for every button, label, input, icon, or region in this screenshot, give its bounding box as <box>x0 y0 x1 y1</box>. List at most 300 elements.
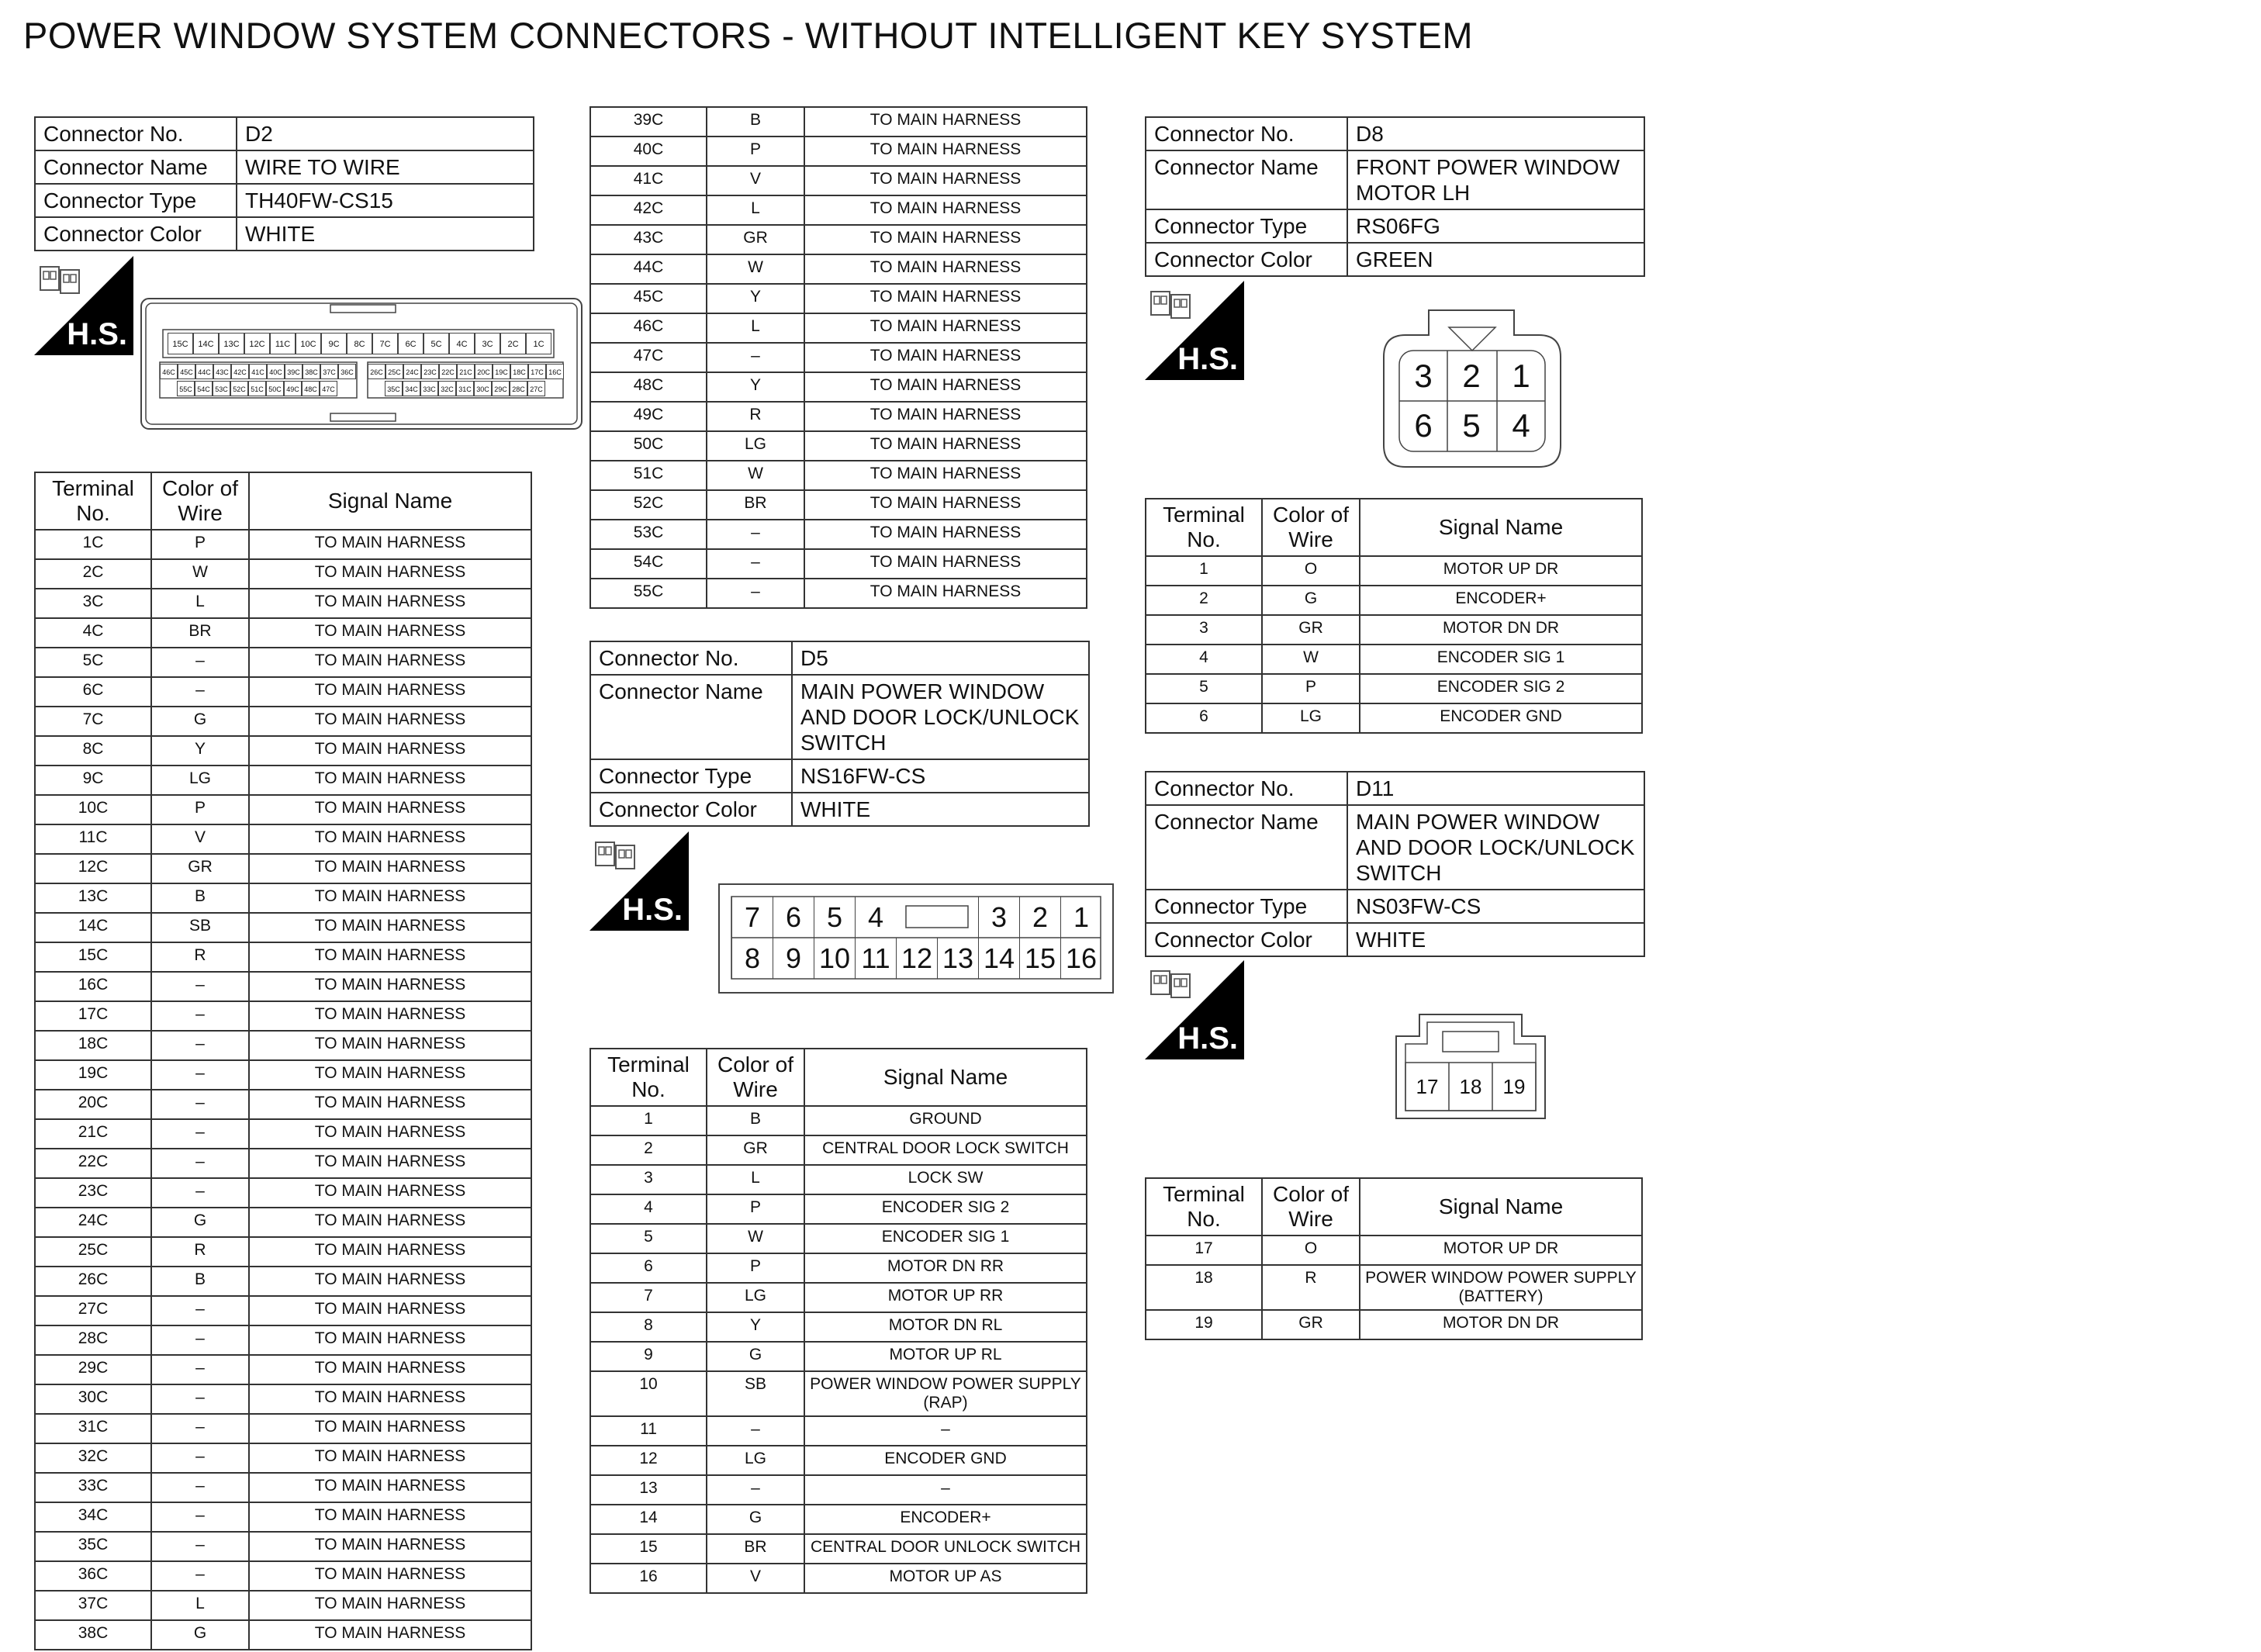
d11-hs-badge <box>1145 960 1244 1059</box>
d5-info-table <box>589 641 1090 827</box>
wire-color-cell: W <box>1262 645 1360 674</box>
signal-name-header: Signal Name <box>804 1049 1087 1106</box>
signal-name-cell: TO MAIN HARNESS <box>249 1060 531 1090</box>
signal-name-cell: TO MAIN HARNESS <box>249 1443 531 1473</box>
terminal-no-cell: 16C <box>35 972 151 1001</box>
signal-name-cell: TO MAIN HARNESS <box>249 1561 531 1591</box>
d2-pin-label: 55C <box>177 381 195 396</box>
d8-connector-name: FRONT POWER WINDOW MOTOR LH <box>1347 150 1644 209</box>
terminal-no-cell: 37C <box>35 1591 151 1620</box>
color-of-wire-header: Color of Wire <box>1262 499 1360 556</box>
terminal-no-cell: 2C <box>35 559 151 589</box>
signal-name-cell: ENCODER SIG 2 <box>804 1194 1087 1224</box>
signal-name-cell: LOCK SW <box>804 1165 1087 1194</box>
terminal-no-cell: 5 <box>1146 674 1262 703</box>
d2-info-table <box>34 116 534 251</box>
wire-color-cell: – <box>707 1416 804 1446</box>
terminal-no-cell: 41C <box>590 166 707 195</box>
signal-name-cell: TO MAIN HARNESS <box>249 766 531 795</box>
table-row <box>1146 1236 1642 1265</box>
d2-pin-label: 40C <box>267 364 285 379</box>
wire-color-cell: – <box>151 1296 249 1325</box>
d2-pin-label: 16C <box>546 364 564 379</box>
wire-color-cell: GR <box>707 1135 804 1165</box>
table-row <box>590 549 1087 579</box>
wire-color-cell: – <box>151 1473 249 1502</box>
table-row <box>35 972 531 1001</box>
signal-name-cell: TO MAIN HARNESS <box>804 549 1087 579</box>
table-row <box>35 1532 531 1561</box>
d5-connector-no: D5 <box>792 641 1089 675</box>
terminal-no-cell: 17C <box>35 1001 151 1031</box>
table-row <box>35 824 531 854</box>
signal-name-cell: TO MAIN HARNESS <box>249 1149 531 1178</box>
terminal-no-cell: 8C <box>35 736 151 766</box>
wire-color-cell: P <box>151 795 249 824</box>
d2-hs-badge <box>34 256 133 355</box>
wire-color-cell: R <box>151 1237 249 1267</box>
signal-name-cell: TO MAIN HARNESS <box>249 559 531 589</box>
d5-pin-label: 12 <box>896 938 937 979</box>
table-row <box>35 854 531 883</box>
signal-name-cell: ENCODER SIG 2 <box>1360 674 1642 703</box>
terminal-no-cell: 8 <box>590 1312 707 1342</box>
wire-color-cell: R <box>707 402 804 431</box>
wire-color-cell: – <box>151 1325 249 1355</box>
d2-pin-label: 23C <box>421 364 439 379</box>
d2-pin-label: 44C <box>195 364 213 379</box>
signal-name-cell: POWER WINDOW POWER SUPPLY (BATTERY) <box>1360 1265 1642 1310</box>
hs-label: H.S. <box>622 893 683 927</box>
wire-color-cell: P <box>1262 674 1360 703</box>
wire-color-cell: V <box>707 1564 804 1593</box>
table-row <box>590 461 1087 490</box>
d8-pin-label: 5 <box>1462 407 1481 444</box>
table-row <box>590 1446 1087 1475</box>
d2-terminal-table-continued <box>589 106 1087 609</box>
wire-color-cell: BR <box>151 618 249 648</box>
d11-connector-name-label: Connector Name <box>1146 805 1347 890</box>
table-row <box>35 795 531 824</box>
signal-name-cell: CENTRAL DOOR LOCK SWITCH <box>804 1135 1087 1165</box>
d8-info-table <box>1145 116 1645 277</box>
wire-color-cell: GR <box>1262 615 1360 645</box>
terminal-no-cell: 9C <box>35 766 151 795</box>
wire-color-cell: – <box>151 1384 249 1414</box>
signal-name-cell: TO MAIN HARNESS <box>249 1208 531 1237</box>
signal-name-cell: TO MAIN HARNESS <box>249 1119 531 1149</box>
d2-connector-name: WIRE TO WIRE <box>237 150 534 184</box>
table-row <box>35 1414 531 1443</box>
terminal-no-cell: 5 <box>590 1224 707 1253</box>
signal-name-cell: TO MAIN HARNESS <box>249 1355 531 1384</box>
wire-color-cell: V <box>707 166 804 195</box>
d2-connector-color: WHITE <box>237 217 534 251</box>
d11-info-table <box>1145 771 1645 957</box>
signal-name-cell: TO MAIN HARNESS <box>804 402 1087 431</box>
signal-name-cell: TO MAIN HARNESS <box>804 166 1087 195</box>
terminal-no-cell: 11 <box>590 1416 707 1446</box>
signal-name-cell: MOTOR UP DR <box>1360 556 1642 586</box>
table-row <box>35 1178 531 1208</box>
wire-color-cell: W <box>151 559 249 589</box>
terminal-no-cell: 50C <box>590 431 707 461</box>
wire-color-cell: P <box>707 1253 804 1283</box>
d2-pin-label: 52C <box>230 381 248 396</box>
table-row <box>35 618 531 648</box>
terminal-no-cell: 12C <box>35 854 151 883</box>
signal-name-cell: TO MAIN HARNESS <box>804 490 1087 520</box>
wire-color-cell: G <box>707 1342 804 1371</box>
d2-pin-label: 35C <box>385 381 403 396</box>
wire-color-cell: BR <box>707 490 804 520</box>
wire-color-cell: SB <box>151 913 249 942</box>
d5-connector-type-label: Connector Type <box>590 759 792 793</box>
signal-name-cell: TO MAIN HARNESS <box>249 1591 531 1620</box>
signal-name-cell: TO MAIN HARNESS <box>804 284 1087 313</box>
terminal-no-cell: 33C <box>35 1473 151 1502</box>
d2-pin-label: 12C <box>244 333 270 354</box>
table-row <box>35 677 531 707</box>
connector-symbol-icon <box>1148 284 1198 327</box>
table-row <box>35 530 531 559</box>
wire-color-cell: – <box>151 677 249 707</box>
wire-color-cell: – <box>151 648 249 677</box>
table-row <box>35 1149 531 1178</box>
d5-connector-type: NS16FW-CS <box>792 759 1089 793</box>
table-row <box>590 1194 1087 1224</box>
d2-pin-label: 8C <box>347 333 372 354</box>
signal-name-cell: ENCODER GND <box>1360 703 1642 733</box>
table-row <box>590 195 1087 225</box>
wire-color-cell: – <box>151 1090 249 1119</box>
wire-color-cell: O <box>1262 1236 1360 1265</box>
d8-pin-label: 6 <box>1414 407 1433 444</box>
d2-terminal-table <box>34 472 532 1650</box>
d2-pin-label: 9C <box>321 333 347 354</box>
signal-name-header: Signal Name <box>1360 499 1642 556</box>
wire-color-cell: – <box>707 579 804 608</box>
table-row <box>590 1165 1087 1194</box>
wire-color-cell: P <box>707 137 804 166</box>
table-row <box>590 402 1087 431</box>
table-row <box>590 431 1087 461</box>
d5-pin-label: 5 <box>814 897 855 938</box>
d5-connector-name: MAIN POWER WINDOW AND DOOR LOCK/UNLOCK SWITCH <box>792 675 1089 759</box>
signal-name-cell: GROUND <box>804 1106 1087 1135</box>
terminal-no-cell: 10 <box>590 1371 707 1416</box>
d2-pin-label: 30C <box>474 381 492 396</box>
table-row <box>590 343 1087 372</box>
wire-color-cell: – <box>151 1031 249 1060</box>
page-title: POWER WINDOW SYSTEM CONNECTORS - WITHOUT INTELLIGENT KEY SYSTEM <box>23 15 1474 56</box>
signal-name-cell: TO MAIN HARNESS <box>249 1414 531 1443</box>
signal-name-cell: TO MAIN HARNESS <box>249 1237 531 1267</box>
table-row <box>35 1384 531 1414</box>
table-row <box>590 1475 1087 1505</box>
signal-name-cell: ENCODER+ <box>804 1505 1087 1534</box>
table-row <box>35 1208 531 1237</box>
table-row <box>35 942 531 972</box>
signal-name-cell: TO MAIN HARNESS <box>249 648 531 677</box>
d8-connector-color-label: Connector Color <box>1146 243 1347 276</box>
terminal-no-cell: 38C <box>35 1620 151 1650</box>
d5-pin-label: 16 <box>1060 938 1101 979</box>
table-row <box>35 1119 531 1149</box>
table-row <box>1146 703 1642 733</box>
d2-pin-label: 6C <box>398 333 424 354</box>
wire-color-cell: GR <box>707 225 804 254</box>
d8-terminal-table <box>1145 498 1643 734</box>
terminal-no-cell: 52C <box>590 490 707 520</box>
wire-color-cell: Y <box>707 1312 804 1342</box>
signal-name-cell: TO MAIN HARNESS <box>804 254 1087 284</box>
terminal-no-cell: 48C <box>590 372 707 402</box>
terminal-no-cell: 6C <box>35 677 151 707</box>
table-row <box>35 883 531 913</box>
signal-name-cell: POWER WINDOW POWER SUPPLY (RAP) <box>804 1371 1087 1416</box>
signal-name-cell: TO MAIN HARNESS <box>249 736 531 766</box>
signal-name-cell: MOTOR DN RR <box>804 1253 1087 1283</box>
table-row <box>35 1031 531 1060</box>
table-row <box>590 1224 1087 1253</box>
wire-color-cell: R <box>1262 1265 1360 1310</box>
d8-connector-no: D8 <box>1347 117 1644 150</box>
wire-color-cell: – <box>151 1561 249 1591</box>
table-row <box>590 1416 1087 1446</box>
terminal-no-cell: 51C <box>590 461 707 490</box>
terminal-no-cell: 43C <box>590 225 707 254</box>
d5-connector-color-label: Connector Color <box>590 793 792 826</box>
terminal-no-cell: 55C <box>590 579 707 608</box>
d11-connector-color-label: Connector Color <box>1146 923 1347 956</box>
terminal-no-cell: 28C <box>35 1325 151 1355</box>
table-row <box>1146 586 1642 615</box>
table-row <box>1146 1310 1642 1339</box>
table-row <box>590 1371 1087 1416</box>
signal-name-cell: TO MAIN HARNESS <box>249 618 531 648</box>
d5-connector-name-label: Connector Name <box>590 675 792 759</box>
d2-pin-label: 7C <box>372 333 398 354</box>
terminal-no-cell: 29C <box>35 1355 151 1384</box>
terminal-no-cell: 34C <box>35 1502 151 1532</box>
terminal-no-cell: 3C <box>35 589 151 618</box>
terminal-no-cell: 47C <box>590 343 707 372</box>
d5-pin-label: 11 <box>855 938 896 979</box>
d2-connector-diagram <box>140 297 583 430</box>
terminal-no-cell: 18 <box>1146 1265 1262 1310</box>
d2-pin-label: 28C <box>510 381 527 396</box>
terminal-no-cell: 53C <box>590 520 707 549</box>
terminal-no-cell: 11C <box>35 824 151 854</box>
d8-connector-type-label: Connector Type <box>1146 209 1347 243</box>
signal-name-cell: TO MAIN HARNESS <box>249 1001 531 1031</box>
signal-name-cell: TO MAIN HARNESS <box>249 1620 531 1650</box>
d5-terminal-table <box>589 1048 1087 1594</box>
d5-pin-label: 6 <box>773 897 814 938</box>
table-row <box>35 1620 531 1650</box>
d2-pin-label: 53C <box>213 381 230 396</box>
terminal-no-cell: 1C <box>35 530 151 559</box>
wire-color-cell: – <box>151 1443 249 1473</box>
terminal-no-cell: 13C <box>35 883 151 913</box>
signal-name-cell: TO MAIN HARNESS <box>249 1325 531 1355</box>
d2-pin-label: 15C <box>168 333 193 354</box>
d2-pin-label: 11C <box>270 333 296 354</box>
wire-color-cell: – <box>151 1119 249 1149</box>
terminal-no-cell: 1 <box>590 1106 707 1135</box>
wire-color-cell: L <box>707 313 804 343</box>
signal-name-cell: TO MAIN HARNESS <box>249 677 531 707</box>
signal-name-cell: TO MAIN HARNESS <box>249 1502 531 1532</box>
terminal-no-cell: 19C <box>35 1060 151 1090</box>
table-row <box>35 589 531 618</box>
terminal-no-cell: 17 <box>1146 1236 1262 1265</box>
terminal-no-cell: 30C <box>35 1384 151 1414</box>
d2-pin-label: 25C <box>385 364 403 379</box>
terminal-no-cell: 3 <box>590 1165 707 1194</box>
signal-name-cell: TO MAIN HARNESS <box>249 795 531 824</box>
table-row <box>590 372 1087 402</box>
signal-name-cell: MOTOR DN DR <box>1360 615 1642 645</box>
wire-color-cell: SB <box>707 1371 804 1416</box>
signal-name-cell: MOTOR UP DR <box>1360 1236 1642 1265</box>
d2-pin-label: 39C <box>285 364 303 379</box>
wire-color-cell: Y <box>707 372 804 402</box>
d5-pin-label: 1 <box>1060 897 1101 938</box>
d11-connector-type: NS03FW-CS <box>1347 890 1644 923</box>
terminal-no-cell: 9 <box>590 1342 707 1371</box>
d2-pin-label: 19C <box>493 364 510 379</box>
d11-connector-no-label: Connector No. <box>1146 772 1347 805</box>
table-row <box>590 490 1087 520</box>
d8-connector-name-label: Connector Name <box>1146 150 1347 209</box>
table-row <box>590 284 1087 313</box>
d2-pin-label: 37C <box>320 364 338 379</box>
table-row <box>35 1267 531 1296</box>
d2-pin-label: 46C <box>160 364 178 379</box>
signal-name-cell: TO MAIN HARNESS <box>249 1267 531 1296</box>
terminal-no-cell: 21C <box>35 1119 151 1149</box>
signal-name-cell: TO MAIN HARNESS <box>804 343 1087 372</box>
wire-color-cell: B <box>151 883 249 913</box>
wire-color-cell: L <box>707 195 804 225</box>
terminal-no-cell: 49C <box>590 402 707 431</box>
terminal-no-cell: 2 <box>1146 586 1262 615</box>
signal-name-cell: TO MAIN HARNESS <box>249 1178 531 1208</box>
d2-pin-label: 32C <box>438 381 456 396</box>
table-row <box>35 1325 531 1355</box>
signal-name-cell: TO MAIN HARNESS <box>249 1384 531 1414</box>
table-row <box>35 766 531 795</box>
wire-color-cell: LG <box>707 1283 804 1312</box>
d2-pin-label: 33C <box>420 381 438 396</box>
wire-color-cell: GR <box>151 854 249 883</box>
wire-color-cell: LG <box>151 766 249 795</box>
table-row <box>35 1502 531 1532</box>
d2-pin-label: 36C <box>338 364 356 379</box>
d8-pin-label: 3 <box>1414 358 1433 394</box>
connector-symbol-icon <box>1148 963 1198 1007</box>
wire-color-cell: G <box>151 1208 249 1237</box>
d2-connector-type-label: Connector Type <box>35 184 237 217</box>
d8-hs-badge <box>1145 281 1244 380</box>
terminal-no-cell: 6 <box>590 1253 707 1283</box>
wire-color-cell: P <box>707 1194 804 1224</box>
table-row <box>590 107 1087 137</box>
signal-name-cell: ENCODER GND <box>804 1446 1087 1475</box>
d2-pin-label: 5C <box>424 333 449 354</box>
d2-pin-label: 27C <box>527 381 545 396</box>
signal-name-cell: TO MAIN HARNESS <box>804 195 1087 225</box>
table-row <box>1146 556 1642 586</box>
d2-pin-label: 14C <box>193 333 219 354</box>
terminal-no-cell: 3 <box>1146 615 1262 645</box>
terminal-no-cell: 18C <box>35 1031 151 1060</box>
terminal-no-cell: 54C <box>590 549 707 579</box>
terminal-no-cell: 16 <box>590 1564 707 1593</box>
wire-color-cell: LG <box>707 431 804 461</box>
terminal-no-cell: 12 <box>590 1446 707 1475</box>
table-row <box>1146 674 1642 703</box>
wire-color-cell: L <box>707 1165 804 1194</box>
d11-connector-type-label: Connector Type <box>1146 890 1347 923</box>
signal-name-cell: TO MAIN HARNESS <box>804 461 1087 490</box>
table-row <box>35 559 531 589</box>
color-of-wire-header: Color of Wire <box>1262 1178 1360 1236</box>
terminal-no-cell: 42C <box>590 195 707 225</box>
table-row <box>590 254 1087 284</box>
d5-pin-label: 8 <box>731 938 773 979</box>
table-row <box>590 1534 1087 1564</box>
d5-pin-label: 9 <box>773 938 814 979</box>
d2-pin-label: 48C <box>302 381 320 396</box>
wire-color-cell: G <box>151 707 249 736</box>
wire-color-cell: W <box>707 461 804 490</box>
table-row <box>590 225 1087 254</box>
d2-pin-label: 43C <box>213 364 231 379</box>
d2-pin-label: 38C <box>303 364 320 379</box>
terminal-no-cell: 20C <box>35 1090 151 1119</box>
d2-pin-label: 22C <box>439 364 457 379</box>
signal-name-cell: TO MAIN HARNESS <box>249 530 531 559</box>
table-row <box>35 1561 531 1591</box>
wire-color-cell: LG <box>1262 703 1360 733</box>
wire-color-cell: – <box>707 343 804 372</box>
d8-connector-diagram <box>1381 307 1564 470</box>
signal-name-cell: TO MAIN HARNESS <box>249 913 531 942</box>
terminal-no-header: Terminal No. <box>1146 499 1262 556</box>
terminal-no-header: Terminal No. <box>1146 1178 1262 1236</box>
d5-connector-diagram <box>717 883 1115 994</box>
wire-color-cell: – <box>151 1532 249 1561</box>
d8-pin-label: 4 <box>1512 407 1530 444</box>
d2-pin-label: 13C <box>219 333 244 354</box>
terminal-no-cell: 36C <box>35 1561 151 1591</box>
wire-color-cell: – <box>707 1475 804 1505</box>
wire-color-cell: P <box>151 530 249 559</box>
d2-pin-label: 26C <box>368 364 385 379</box>
d2-connector-color-label: Connector Color <box>35 217 237 251</box>
d8-pin-label: 1 <box>1512 358 1530 394</box>
table-row <box>590 1342 1087 1371</box>
d5-hs-badge <box>589 831 689 931</box>
signal-name-cell: MOTOR DN DR <box>1360 1310 1642 1339</box>
d11-pin-label: 17 <box>1416 1075 1439 1098</box>
d2-pin-label: 1C <box>526 333 551 354</box>
table-row <box>1146 615 1642 645</box>
d2-pin-label: 18C <box>510 364 528 379</box>
